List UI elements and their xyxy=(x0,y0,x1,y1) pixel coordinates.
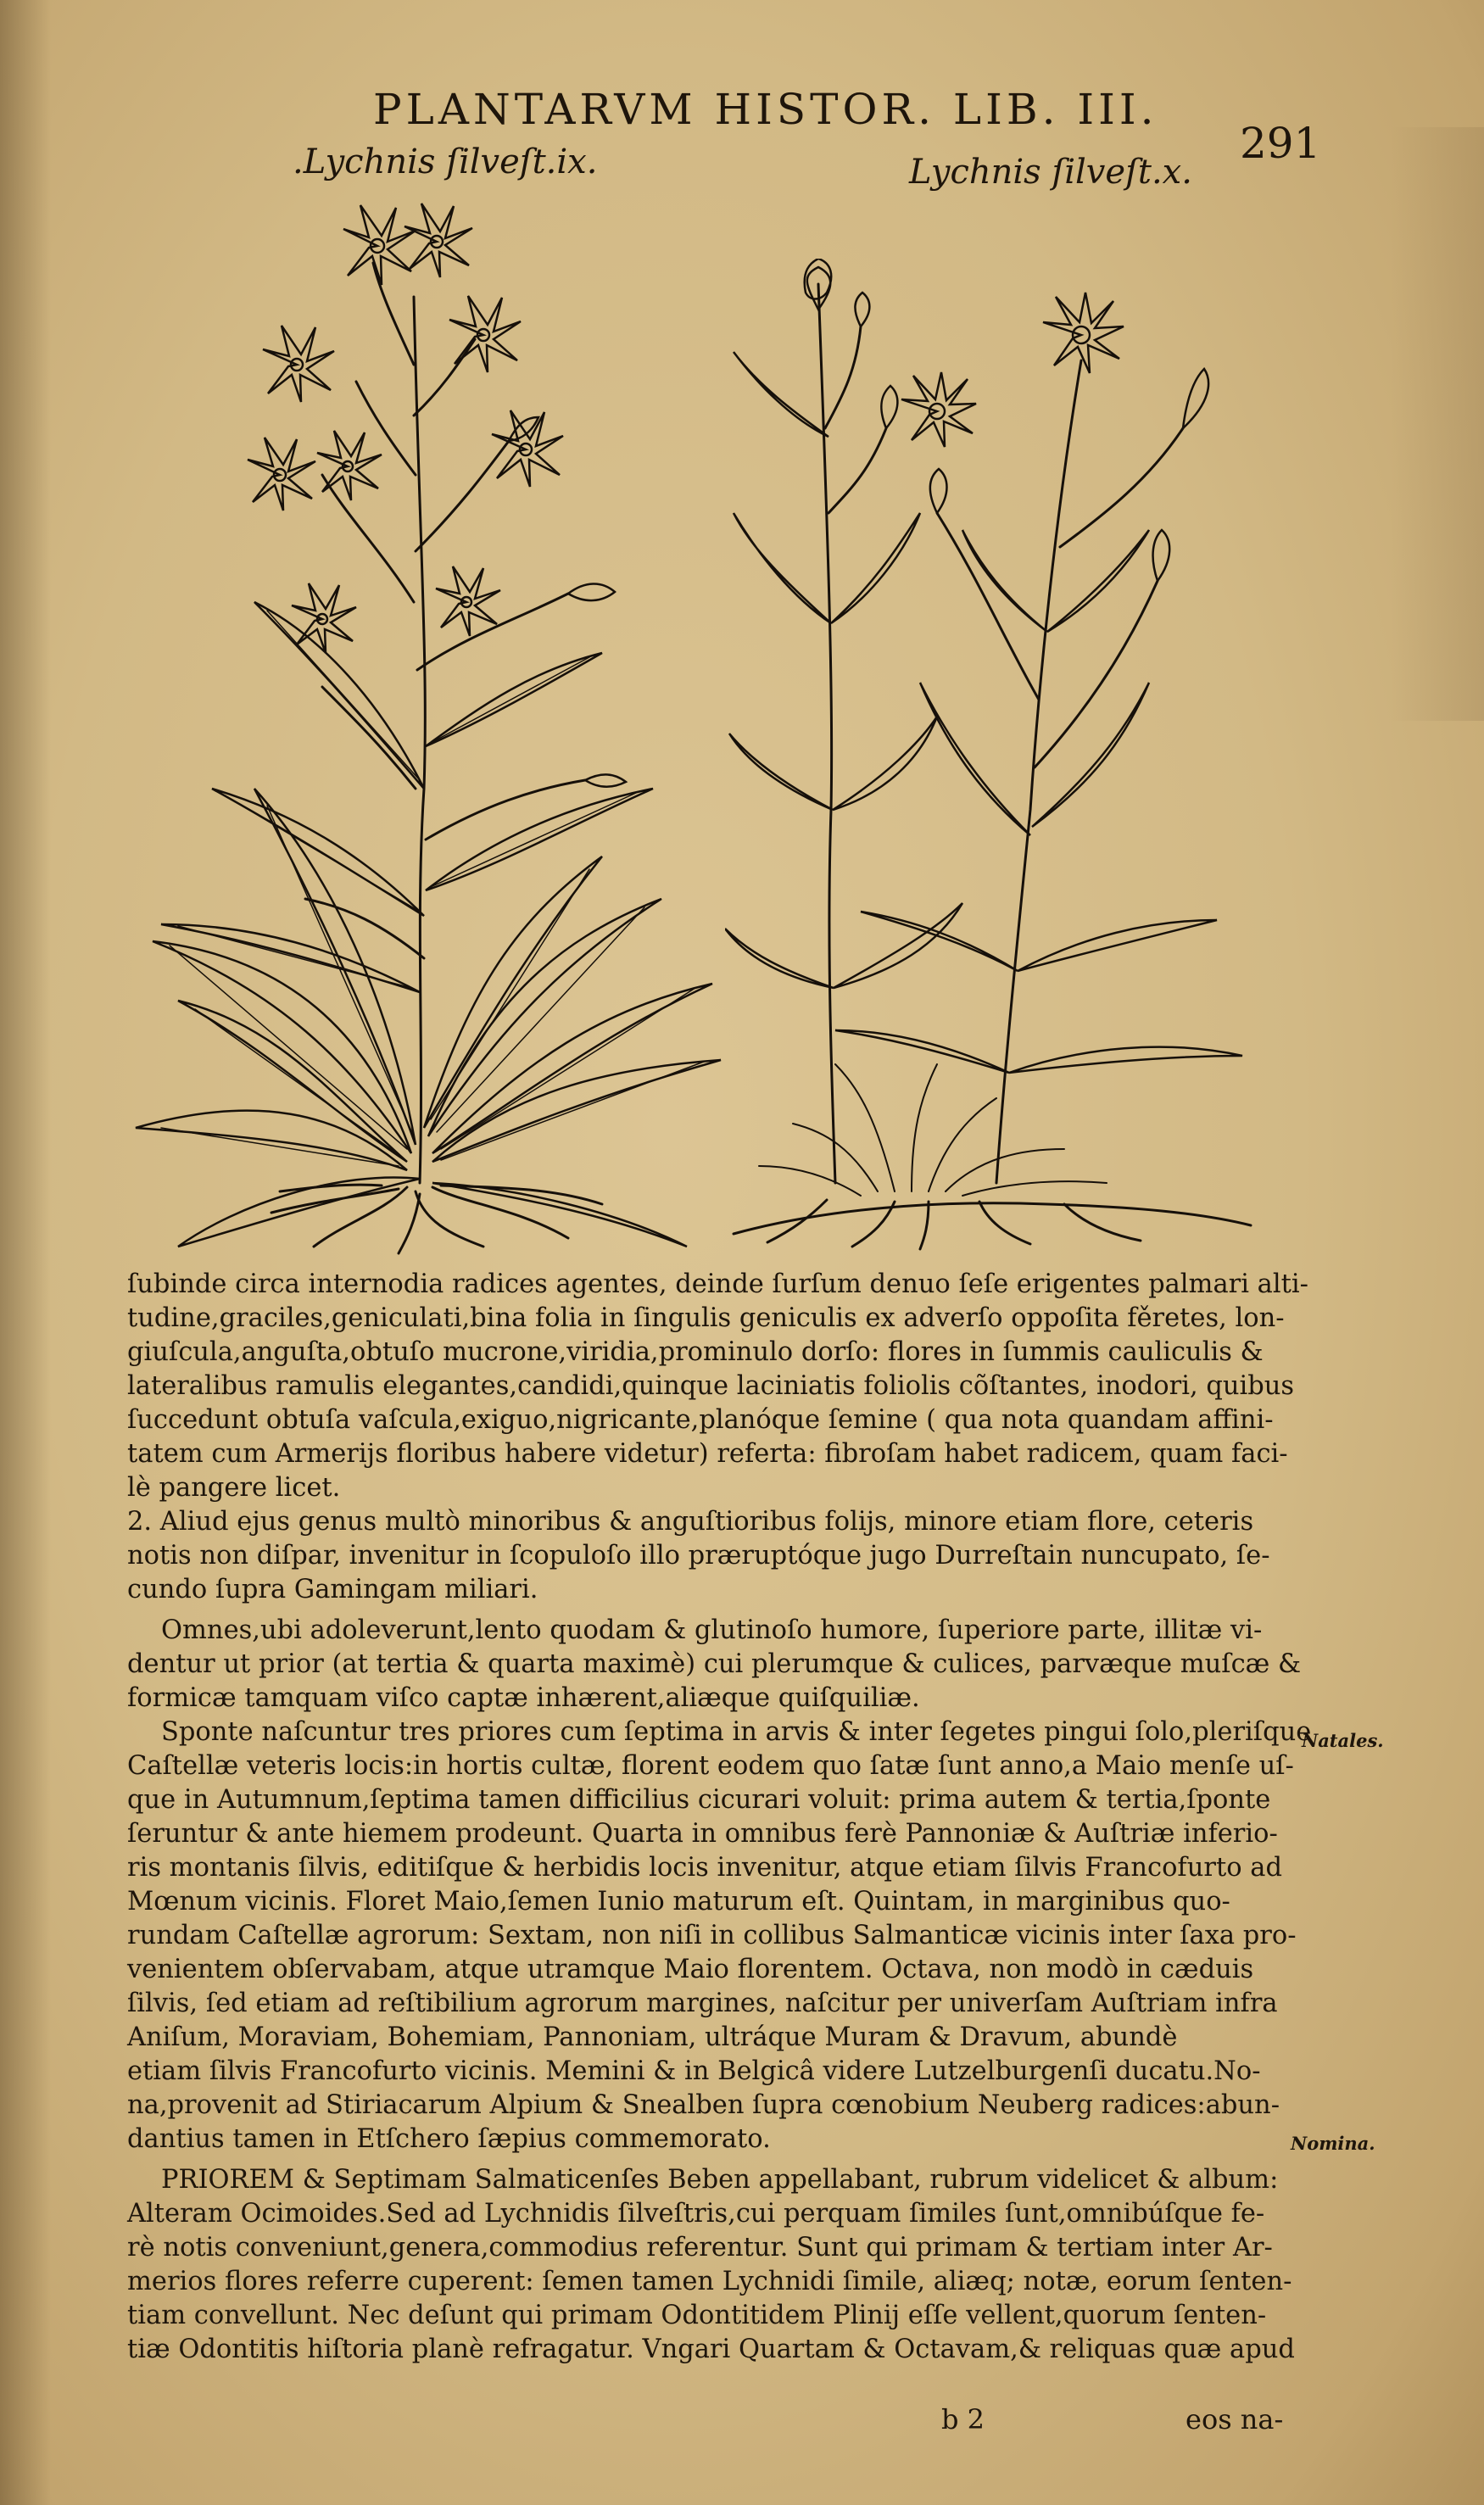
text-line: tatem cum Armerijs floribus habere videtur) referta: fibroſam habet radicem, quam faci- xyxy=(127,1439,1288,1469)
text-line: Aniſum, Moraviam, Bohemiam, Pannoniam, ultráque Muram & Dravum, abundè xyxy=(127,2022,1178,2052)
text-line: rè notis conveniunt,genera,commodius referentur. Sunt qui primam & tertiam inter Ar- xyxy=(127,2233,1273,2262)
body-text xyxy=(127,1268,1312,2367)
text-line: notis non diſpar, invenitur in ſcopuloſo illo præruptóque jugo Durreſtain nuncupato, ſe- xyxy=(127,1541,1270,1571)
signature-mark: b 2 xyxy=(941,2403,985,2435)
text-line: Mœnum vicinis. Floret Maio,ſemen Iunio maturum eſt. Quintam, in marginibus quo- xyxy=(127,1887,1230,1916)
text-line: Omnes,ubi adoleverunt,lento quodam & glutinoſo humore, ſuperiore parte, illitæ vi- xyxy=(161,1615,1263,1645)
catchword: eos na- xyxy=(1186,2403,1284,2435)
text-line: que in Autumnum,ſeptima tamen difficilius cicurari voluit: prima autem & tertia,ſponte xyxy=(127,1785,1271,1815)
text-line: lè pangere licet. xyxy=(127,1473,341,1503)
text-line: etiam ſilvis Francofurto vicinis. Memini & in Belgicâ videre Lutzelburgenſi ducatu.No- xyxy=(127,2056,1261,2086)
text-line: rundam Caſtellæ agrorum: Sextam, non niſi in collibus Salmanticæ vicinis inter ſaxa pro- xyxy=(127,1921,1297,1950)
figure-caption-right: Lychnis ſilveſt.x. xyxy=(909,153,1192,192)
text-line: na,provenit ad Stiriacarum Alpium & Snealben ſupra cœnobium Neuberg radices:abun- xyxy=(127,2090,1280,2120)
text-line: ſeruntur & ante hiemem prodeunt. Quarta in omnibus ferè Pannoniæ & Auſtriæ inferio- xyxy=(127,1819,1278,1849)
text-line: merios flores referre cuperent: ſemen tamen Lychnidi ſimile, aliæq; notæ, eorum ſenten- xyxy=(127,2267,1292,2296)
text-line: cundo ſupra Gamingam miliari. xyxy=(127,1575,538,1604)
page-number: 291 xyxy=(1240,119,1321,168)
text-line: ſilvis, ſed etiam ad reſtibilium agrorum margines, naſcitur per univerſam Auſtriam infra xyxy=(127,1989,1278,2018)
woodcut-lychnis-ix xyxy=(127,195,738,1255)
text-line: ris montanis ſilvis, editiſque & herbidis locis invenitur, atque etiam ſilvis Francofurto ad xyxy=(127,1853,1282,1883)
text-line: venientem obſervabam, atque utramque Maio florentem. Octava, non modò in cæduis xyxy=(127,1955,1254,1984)
text-line: dentur ut prior (at tertia & quarta maximè) cui plerumque & culices, parvæque muſcæ & xyxy=(127,1649,1302,1679)
gutter-shadow xyxy=(0,0,51,2505)
text-line: lateralibus ramulis elegantes,candidi,quinque laciniatis foliolis cõſtantes, inodori, quibus xyxy=(127,1371,1295,1401)
text-line: Caſtellæ veteris locis:in hortis cultæ, florent eodem quo ſatæ ſunt anno,a Maio menſe uſ- xyxy=(127,1751,1294,1781)
show-through-stain xyxy=(1391,127,1484,721)
text-line: tudine,graciles,geniculati,bina folia in ſingulis geniculis ex adverſo oppoſita fěretes, lon- xyxy=(127,1303,1285,1333)
running-head: PLANTARVM HISTOR. LIB. III. xyxy=(373,85,1158,134)
margin-note-nomina: Nomina. xyxy=(1291,2133,1375,2154)
text-line: Sponte naſcuntur tres priores cum ſeptima in arvis & inter ſegetes pingui ſolo,pleriſque xyxy=(161,1717,1312,1747)
text-line: formicæ tamquam viſco captæ inhærent,aliæque quiſquiliæ. xyxy=(127,1683,920,1713)
text-line: ſuccedunt obtuſa vaſcula,exiguo,nigricante,planóque ſemine ( qua nota quandam affini- xyxy=(127,1405,1274,1435)
text-line: dantius tamen in Etſchero ſæpius commemorato. xyxy=(127,2124,771,2154)
margin-note-natales: Natales. xyxy=(1302,1730,1384,1751)
text-line: tiam convellunt. Nec deſunt qui primam Odontitidem Plinij eſſe vellent,quorum ſenten- xyxy=(127,2301,1267,2330)
text-line: tiæ Odontitis hiſtoria planè refragatur. Vngari Quartam & Octavam,& reliquas quæ apud xyxy=(127,2335,1295,2364)
text-line: 2. Aliud ejus genus multò minoribus & anguſtioribus folijs, minore etiam flore, ceteris xyxy=(127,1507,1254,1537)
text-line: Alteram Ocimoides.Sed ad Lychnidis ſilveſtris,cui perquam ſimiles ſunt,omnibúſque fe- xyxy=(127,2199,1265,2229)
woodcut-lychnis-x xyxy=(725,259,1268,1251)
text-line: ſubinde circa internodia radices agentes, deinde ſurſum denuo ſeſe erigentes palmari alti- xyxy=(127,1269,1308,1299)
figure-caption-left: .Lychnis ſilveſt.ix. xyxy=(293,142,598,181)
text-line: giuſcula,anguſta,obtuſo mucrone,viridia,prominulo dorſo: flores in ſummis cauliculis & xyxy=(127,1337,1264,1367)
text-line: PRIOREM & Septimam Salmaticenſes Beben appellabant, rubrum videlicet & album: xyxy=(161,2165,1279,2195)
